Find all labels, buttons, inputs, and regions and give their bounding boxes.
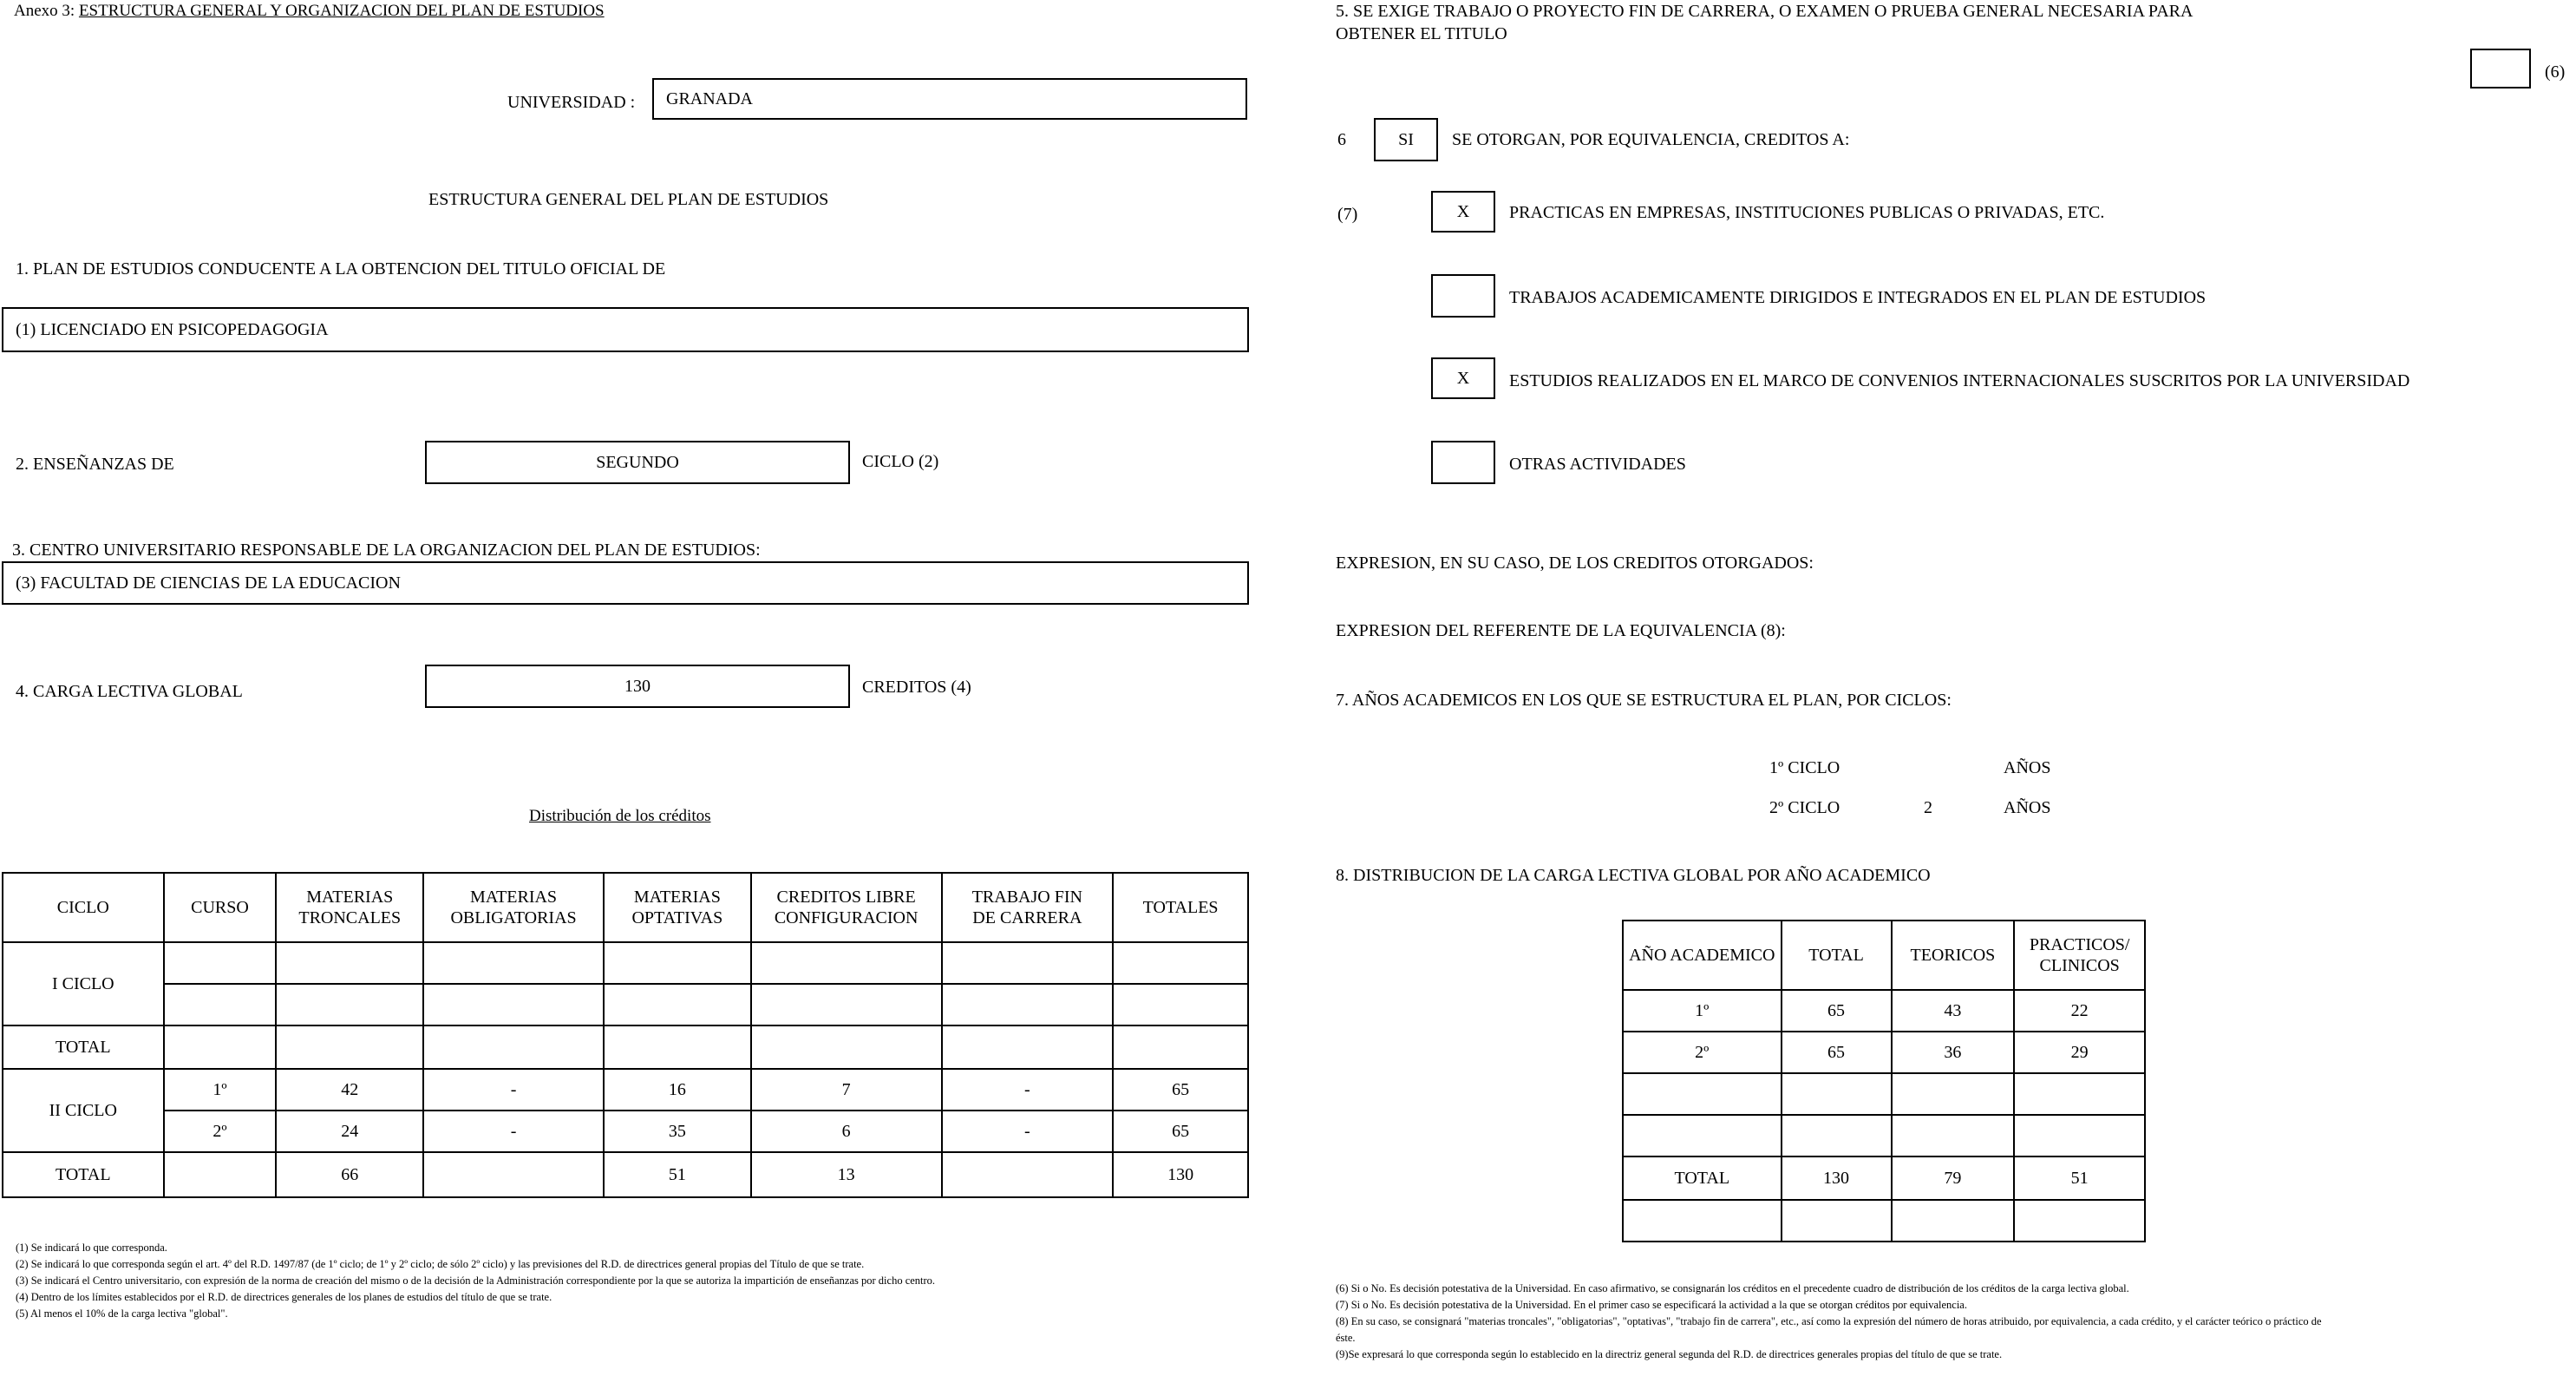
degree-title-value: (1) LICENCIADO EN PSICOPEDAGOGIA (16, 319, 329, 339)
credits-suffix: CREDITOS (4) (862, 678, 971, 697)
checkbox-convenios[interactable]: X (1431, 357, 1495, 399)
header-ano-academico: AÑO ACADEMICO (1623, 921, 1782, 990)
total2-cell: TOTAL (3, 1152, 164, 1197)
footnote-ref-7: (7) (1337, 205, 1358, 224)
credits-value: 130 (624, 676, 651, 696)
header-ciclo: CICLO (3, 873, 164, 942)
table-row (3, 984, 1248, 1025)
footnote: (3) Se indicará el Centro universitario, con expresión de la norma de creación del mismo o de la decisión de la Administración correspondiente por la que se autoriza la impartición de enseñanzas por dicho centro. (16, 1274, 936, 1287)
annex-heading (14, 2, 605, 21)
footnote: (1) Se indicará lo que corresponda. (16, 1242, 167, 1254)
checkbox-otras[interactable] (1431, 441, 1495, 484)
table-row (3, 1025, 1248, 1069)
item5-label-line1: 5. SE EXIGE TRABAJO O PROYECTO FIN DE CARRERA, O EXAMEN O PRUEBA GENERAL NECESARIA PARA (1336, 2, 2194, 21)
annex-title: ESTRUCTURA GENERAL Y ORGANIZACION DEL PLAN DE ESTUDIOS (78, 2, 605, 20)
cycle2-label: 2º CICLO (1769, 798, 1840, 817)
cycle1-label: 1º CICLO (1769, 758, 1840, 777)
final-project-field[interactable] (2470, 49, 2531, 88)
cycle-value: SEGUNDO (596, 452, 679, 472)
header-optativas: MATERIAS OPTATIVAS (604, 873, 751, 942)
footnote: (4) Dentro de los límites establecidos por el R.D. de directrices generales de los planes de estudios del título de que se trate. (16, 1291, 552, 1303)
distribution-title: Distribución de los créditos (529, 807, 711, 825)
header-trabajo-fin: TRABAJO FIN DE CARRERA (942, 873, 1114, 942)
table-row: II CICLO 1º 42 - 16 7 - 65 (3, 1069, 1248, 1111)
header-practicos: PRACTICOS/ CLINICOS (2014, 921, 2145, 990)
item6-number: 6 (1337, 130, 1346, 149)
item6-label: SE OTORGAN, POR EQUIVALENCIA, CREDITOS A: (1452, 130, 1850, 149)
footnote-ref-6: (6) (2545, 62, 2566, 82)
year-distribution-table (1622, 920, 2146, 1242)
table-row: 2º 65 36 29 (1623, 1032, 2145, 1073)
table-header-row (3, 873, 1248, 942)
right-footnotes (1336, 1281, 2322, 1363)
general-structure-title: ESTRUCTURA GENERAL DEL PLAN DE ESTUDIOS (428, 190, 829, 209)
total1-cell: TOTAL (3, 1025, 164, 1069)
item1-label: 1. PLAN DE ESTUDIOS CONDUCENTE A LA OBTENCION DEL TITULO OFICIAL DE (16, 259, 666, 278)
center-field[interactable] (2, 561, 1249, 605)
footnote: (9)Se expresará lo que corresponda según lo establecido en la directriz general segunda del R.D. de directrices generales propias del título de que se trate. (1336, 1348, 2003, 1360)
university-field[interactable] (652, 78, 1247, 120)
university-value: GRANADA (666, 88, 753, 108)
header-libre-configuracion: CREDITOS LIBRE CONFIGURACION (751, 873, 942, 942)
header-obligatorias: MATERIAS OBLIGATORIAS (423, 873, 604, 942)
option-trabajos-label: TRABAJOS ACADEMICAMENTE DIRIGIDOS E INTEGRADOS EN EL PLAN DE ESTUDIOS (1509, 288, 2207, 307)
annex-label: Anexo 3: (14, 2, 75, 20)
item3-label: 3. CENTRO UNIVERSITARIO RESPONSABLE DE LA ORGANIZACION DEL PLAN DE ESTUDIOS: (12, 541, 761, 560)
table-row: 1º 65 43 22 (1623, 990, 2145, 1032)
table-header-row (1623, 921, 2145, 990)
equivalence-yes-no-field[interactable] (1374, 118, 1438, 161)
table-row (1623, 1073, 2145, 1115)
checkbox-trabajos[interactable] (1431, 274, 1495, 318)
option-otras-label: OTRAS ACTIVIDADES (1509, 455, 1686, 474)
footnote: (6) Si o No. Es decisión potestativa de la Universidad. En caso afirmativo, se consignarán los créditos en el precedente cuadro de distribución de los créditos de la carga lectiva global. (1336, 1282, 2129, 1294)
left-footnotes (16, 1240, 935, 1322)
option-practicas-label: PRACTICAS EN EMPRESAS, INSTITUCIONES PUBLICAS O PRIVADAS, ETC. (1509, 203, 2105, 222)
header-teoricos: TEORICOS (1892, 921, 2015, 990)
footnote: (2) Se indicará lo que corresponda según el art. 4º del R.D. 1497/87 (de 1º ciclo; de 1º y 2º ciclo; de sólo 2º ciclo) y las previsiones del R.D. de directrices general propias del Título de que se trate. (16, 1258, 865, 1270)
item2-label: 2. ENSEÑANZAS DE (16, 455, 174, 474)
cycle-field[interactable] (425, 441, 850, 484)
credits-field[interactable] (425, 665, 850, 708)
footnote: (7) Si o No. Es decisión potestativa de la Universidad. En el primer caso se especificará la actividad a la que se otorgan créditos por equivalencia. (1336, 1299, 1967, 1311)
credits-distribution-table (2, 872, 1249, 1198)
expression-referent-label: EXPRESION DEL REFERENTE DE LA EQUIVALENCIA (8): (1336, 621, 1786, 640)
footnote: éste. (1336, 1332, 1356, 1344)
university-label: UNIVERSIDAD : (507, 93, 636, 112)
table-row: TOTAL 130 79 51 (1623, 1156, 2145, 1200)
cycle2-value: 2 (1924, 798, 1932, 817)
cycle1-unit: AÑOS (2004, 758, 2051, 777)
table-row: TOTAL 66 51 13 130 (3, 1152, 1248, 1197)
checkbox-practicas[interactable]: X (1431, 191, 1495, 233)
ciclo1-cell: I CICLO (3, 942, 164, 1025)
cycle-suffix: CICLO (2) (862, 452, 939, 471)
footnote: (8) En su caso, se consignará "materias troncales", "obligatorias", "optativas", "trabajo fin de carrera", etc., así como la expresión del número de horas atribuido, por equivalencia, a cada crédito, y el carácter teórico o práctico de (1336, 1315, 2322, 1327)
item8-label: 8. DISTRIBUCION DE LA CARGA LECTIVA GLOBAL POR AÑO ACADEMICO (1336, 866, 1931, 885)
option-convenios-label: ESTUDIOS REALIZADOS EN EL MARCO DE CONVENIOS INTERNACIONALES SUSCRITOS POR LA UNIVERSIDAD (1509, 371, 2410, 390)
footnote: (5) Al menos el 10% de la carga lectiva "global". (16, 1307, 228, 1320)
expression-credits-label: EXPRESION, EN SU CASO, DE LOS CREDITOS OTORGADOS: (1336, 554, 1814, 573)
item5-label-line2: OBTENER EL TITULO (1336, 24, 1507, 43)
equivalence-value: SI (1398, 129, 1414, 149)
table-row: 2º 24 - 35 6 - 65 (3, 1111, 1248, 1152)
header-total: TOTAL (1782, 921, 1892, 990)
header-troncales: MATERIAS TRONCALES (276, 873, 423, 942)
item4-label: 4. CARGA LECTIVA GLOBAL (16, 682, 243, 701)
table-row (1623, 1115, 2145, 1156)
degree-title-field[interactable] (2, 307, 1249, 352)
item7-label: 7. AÑOS ACADEMICOS EN LOS QUE SE ESTRUCTURA EL PLAN, POR CICLOS: (1336, 691, 1952, 710)
table-row (3, 942, 1248, 984)
header-totales: TOTALES (1113, 873, 1248, 942)
header-curso: CURSO (164, 873, 277, 942)
ciclo2-cell: II CICLO (3, 1069, 164, 1152)
center-value: (3) FACULTAD DE CIENCIAS DE LA EDUCACION (16, 573, 401, 593)
cycle2-unit: AÑOS (2004, 798, 2051, 817)
table-row (1623, 1200, 2145, 1242)
